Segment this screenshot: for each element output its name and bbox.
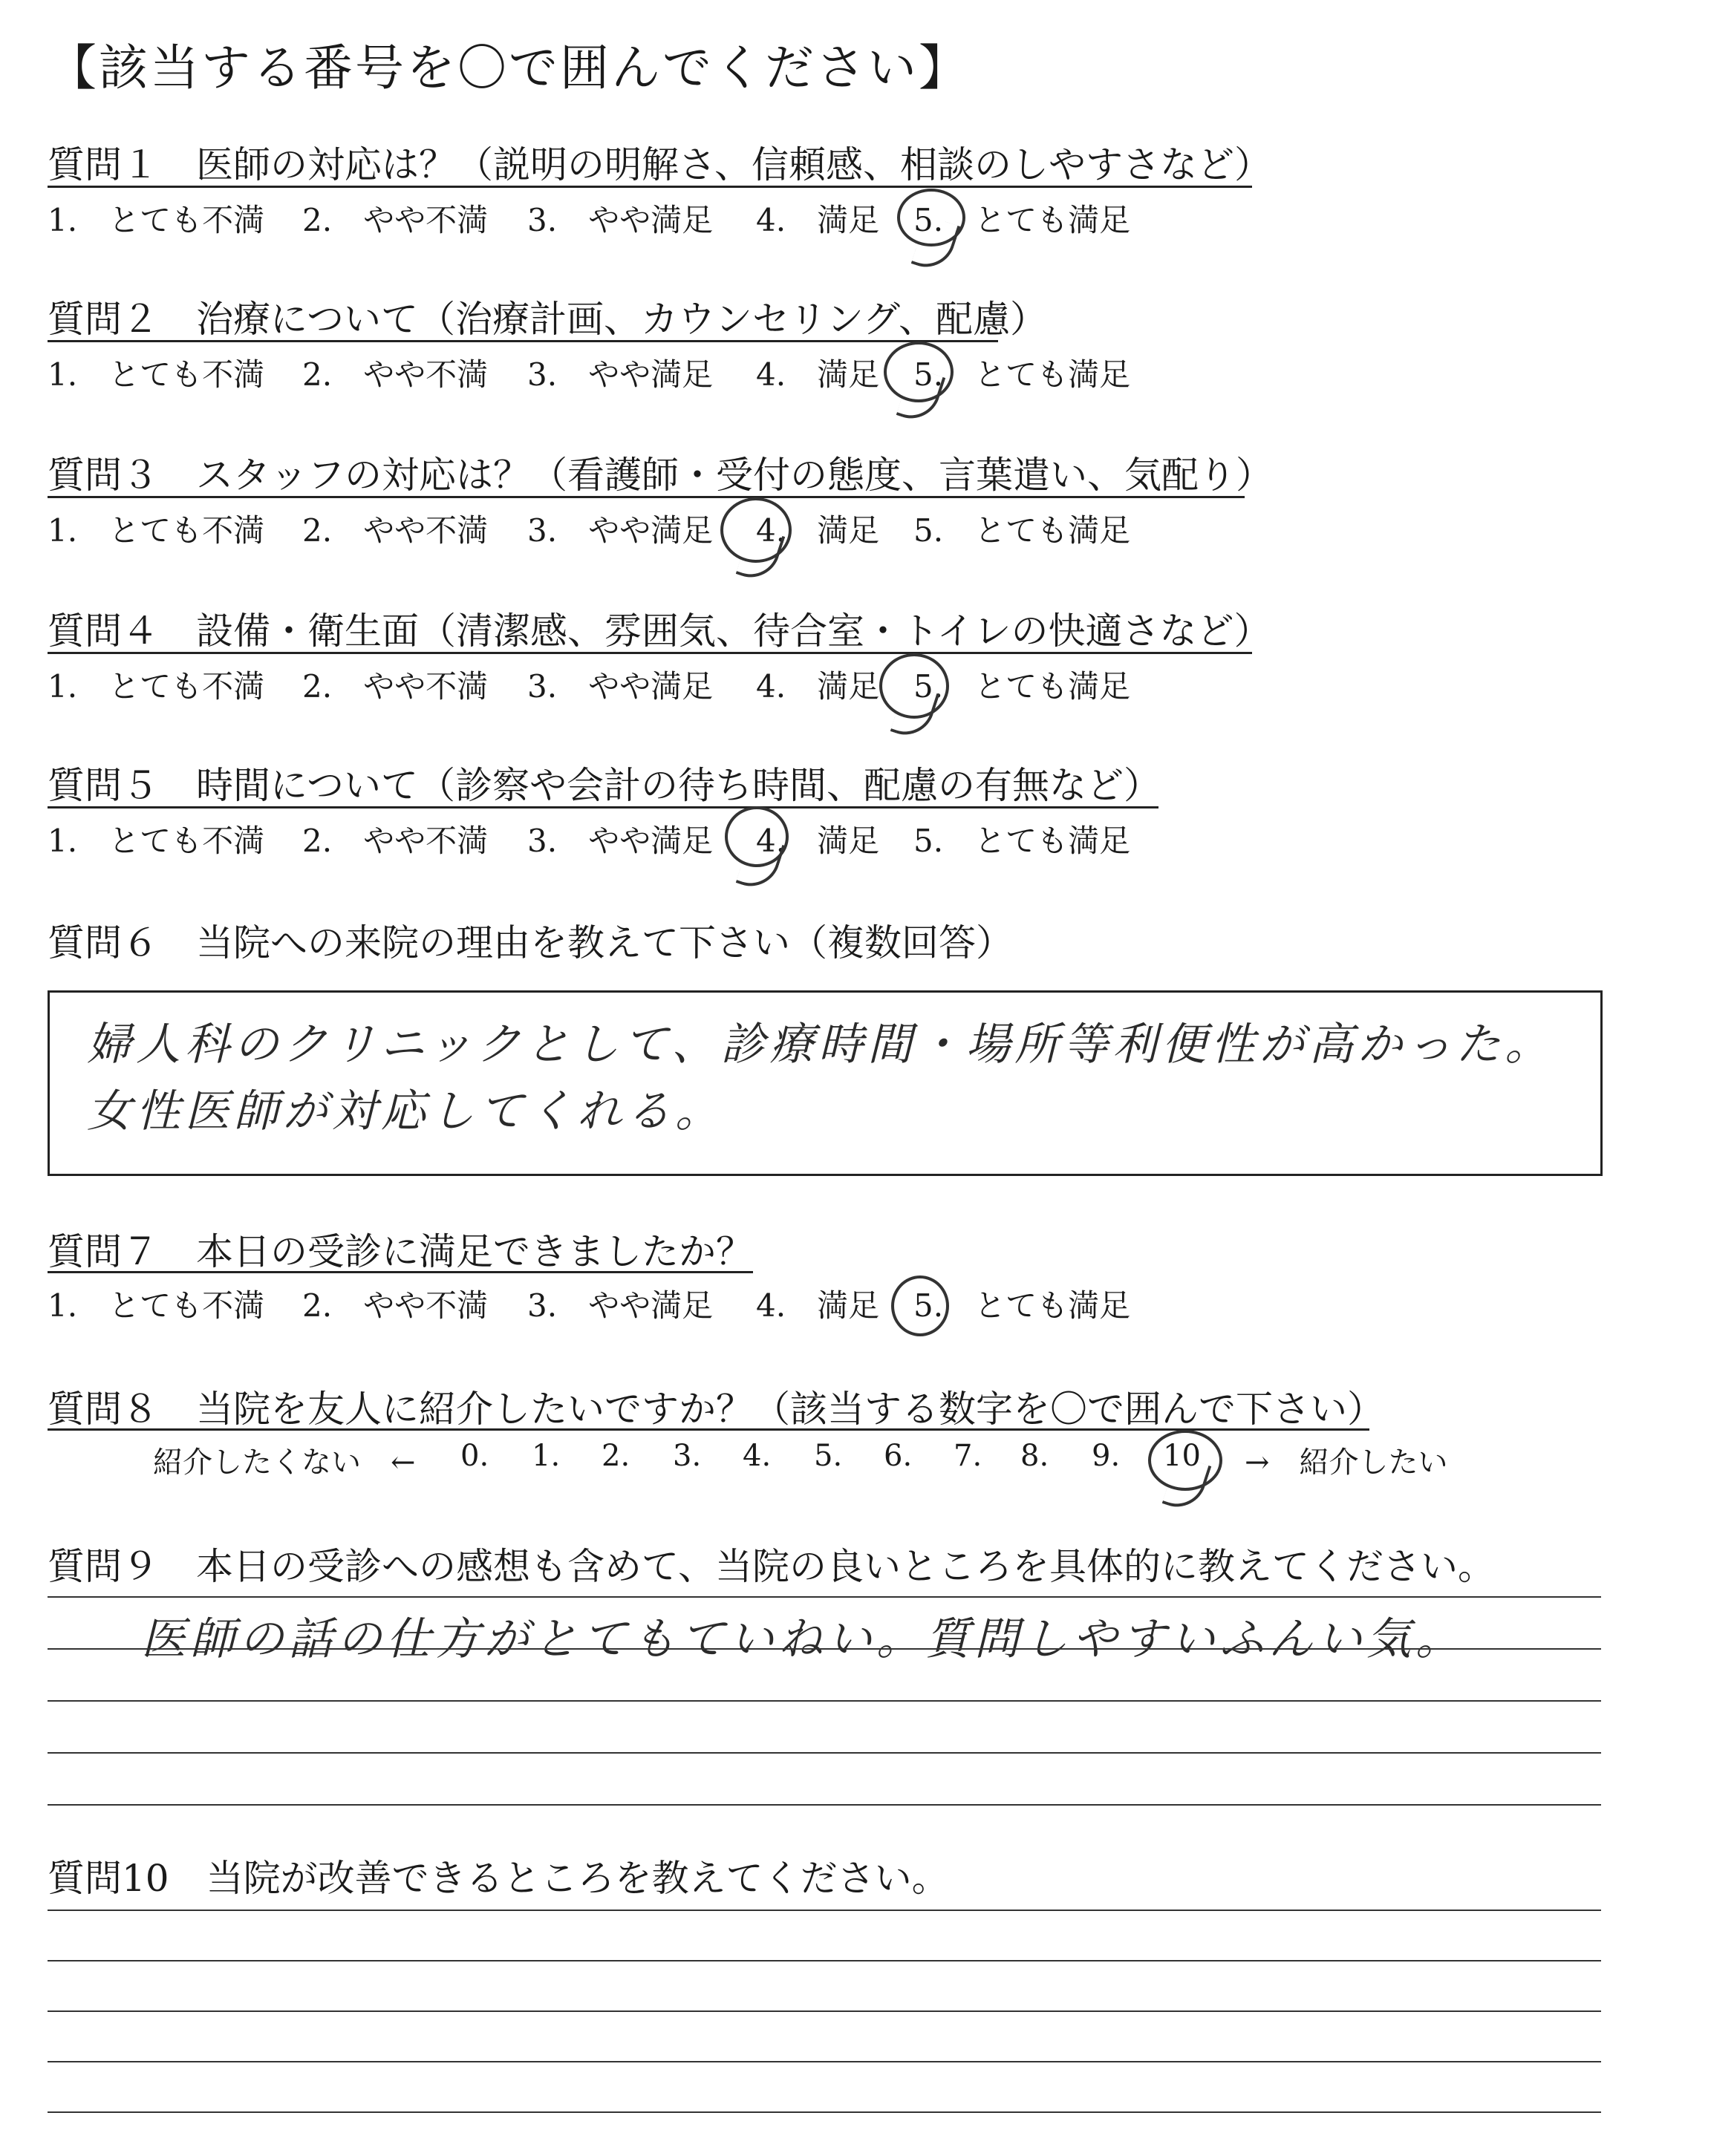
question-7-heading: 質問７ 本日の受診に満足できましたか？: [48, 1230, 753, 1273]
q8-score-2[interactable]: 2.: [602, 1439, 630, 1473]
q8-score-1[interactable]: 1.: [532, 1439, 561, 1473]
q2-option-4[interactable]: 4. 満足: [756, 356, 880, 393]
question-1-rule: [48, 186, 1252, 188]
question-4-options: [48, 662, 1236, 707]
q7-answer-circle: [891, 1275, 949, 1336]
q8-score-3[interactable]: 3.: [673, 1439, 702, 1473]
question-4-heading: 質問４ 設備・衛生面（清潔感、雰囲気、待合室・トイレの快適さなど）: [48, 610, 1271, 653]
q7-option-2[interactable]: 2. やや不満: [302, 1287, 489, 1324]
q10-writing-line[interactable]: [48, 1910, 1601, 1911]
q1-option-3[interactable]: 3. やや満足: [527, 202, 714, 238]
question-4-rule: [48, 652, 1252, 654]
q4-option-3[interactable]: 3. やや満足: [527, 668, 714, 705]
q10-writing-line[interactable]: [48, 2061, 1601, 2062]
question-2-rule: [48, 340, 998, 342]
q6-answer-line-2: 女性医師が対応してくれる。: [87, 1085, 724, 1137]
q6-answer-line-1: 婦人科のクリニックとして、診療時間・場所等利便性が高かった。: [87, 1019, 1554, 1071]
q2-option-2[interactable]: 2. やや不満: [302, 356, 489, 393]
page-title: 【該当する番号を〇で囲んでください】: [48, 39, 970, 97]
q9-writing-line: [48, 1700, 1601, 1702]
q3-option-1[interactable]: 1. とても不満: [48, 512, 265, 549]
q8-score-7[interactable]: 7.: [954, 1439, 982, 1473]
question-1-options: [48, 196, 1236, 241]
q2-option-5[interactable]: 5. とても満足: [913, 356, 1131, 393]
q5-option-5[interactable]: 5. とても満足: [913, 823, 1131, 859]
q10-writing-line[interactable]: [48, 2010, 1601, 2012]
q5-option-2[interactable]: 2. やや不満: [302, 823, 489, 859]
q8-score-0[interactable]: 0.: [460, 1439, 489, 1473]
q4-option-1[interactable]: 1. とても不満: [48, 668, 265, 705]
question-5-rule: [48, 806, 1158, 808]
question-7-options: [48, 1281, 1236, 1326]
question-2-options: [48, 350, 1236, 395]
q7-option-5[interactable]: 5. とても満足: [913, 1287, 1131, 1324]
q8-score-10[interactable]: 10: [1163, 1439, 1201, 1473]
q2-option-3[interactable]: 3. やや満足: [527, 356, 714, 393]
q4-option-5[interactable]: 5. とても満足: [913, 668, 1131, 705]
question-10-heading: 質問10 当院が改善できるところを教えてください。: [48, 1857, 949, 1900]
q9-writing-line: [48, 1804, 1601, 1806]
q8-score-9[interactable]: 9.: [1092, 1439, 1121, 1473]
q8-left-label: 紹介したくない ←: [153, 1446, 416, 1480]
q5-option-4[interactable]: 4. 満足: [756, 823, 880, 859]
q1-option-1[interactable]: 1. とても不満: [48, 202, 265, 238]
q9-writing-line: [48, 1752, 1601, 1754]
q10-writing-line[interactable]: [48, 2111, 1601, 2113]
q7-option-3[interactable]: 3. やや満足: [527, 1287, 714, 1324]
q7-option-1[interactable]: 1. とても不満: [48, 1287, 265, 1324]
q8-score-4[interactable]: 4.: [743, 1439, 772, 1473]
question-3-heading: 質問３ スタッフの対応は？（看護師・受付の態度、言葉遣い、気配り）: [48, 454, 1273, 497]
question-6-heading: 質問６ 当院への来院の理由を教えて下さい（複数回答）: [48, 921, 1013, 964]
q3-option-4[interactable]: 4. 満足: [756, 512, 880, 549]
question-8-heading: 質問８ 当院を友人に紹介したいですか？（該当する数字を〇で囲んで下さい）: [48, 1388, 1384, 1431]
q8-score-8[interactable]: 8.: [1020, 1439, 1049, 1473]
question-2-heading: 質問２ 治療について（治療計画、カウンセリング、配慮）: [48, 298, 1047, 341]
q7-option-4[interactable]: 4. 満足: [756, 1287, 880, 1324]
q3-option-5[interactable]: 5. とても満足: [913, 512, 1131, 549]
q8-score-6[interactable]: 6.: [884, 1439, 913, 1473]
q9-writing-line: [48, 1648, 1601, 1650]
question-5-heading: 質問５ 時間について（診察や会計の待ち時間、配慮の有無など）: [48, 764, 1161, 807]
q6-answer-box[interactable]: [48, 990, 1603, 1176]
question-1-heading: 質問１ 医師の対応は？（説明の明解さ、信頼感、相談のしやすさなど）: [48, 143, 1271, 186]
question-3-rule: [48, 496, 1245, 498]
question-5-options: [48, 817, 1236, 861]
question-8-rule: [48, 1428, 1369, 1431]
q1-option-5[interactable]: 5. とても満足: [913, 202, 1131, 238]
question-7-rule: [48, 1271, 753, 1273]
q5-option-1[interactable]: 1. とても不満: [48, 823, 265, 859]
q9-writing-line: [48, 1596, 1601, 1598]
q1-option-2[interactable]: 2. やや不満: [302, 202, 489, 238]
q4-option-4[interactable]: 4. 満足: [756, 668, 880, 705]
q5-option-3[interactable]: 3. やや満足: [527, 823, 714, 859]
q2-option-1[interactable]: 1. とても不満: [48, 356, 265, 393]
q4-option-2[interactable]: 2. やや不満: [302, 668, 489, 705]
q8-scale: [0, 1439, 1711, 1483]
q8-score-5[interactable]: 5.: [814, 1439, 843, 1473]
q8-right-label: → 紹介したい: [1245, 1446, 1448, 1480]
question-9-heading: 質問９ 本日の受診への感想も含めて、当院の良いところを具体的に教えてください。: [48, 1545, 1495, 1588]
q9-answer[interactable]: 医師の話の仕方がとてもていねい。質問しやすいふんい気。: [141, 1613, 1464, 1665]
q10-writing-line[interactable]: [48, 1960, 1601, 1961]
q3-option-3[interactable]: 3. やや満足: [527, 512, 714, 549]
question-3-options: [48, 506, 1236, 551]
q1-option-4[interactable]: 4. 満足: [756, 202, 880, 238]
q3-option-2[interactable]: 2. やや不満: [302, 512, 489, 549]
